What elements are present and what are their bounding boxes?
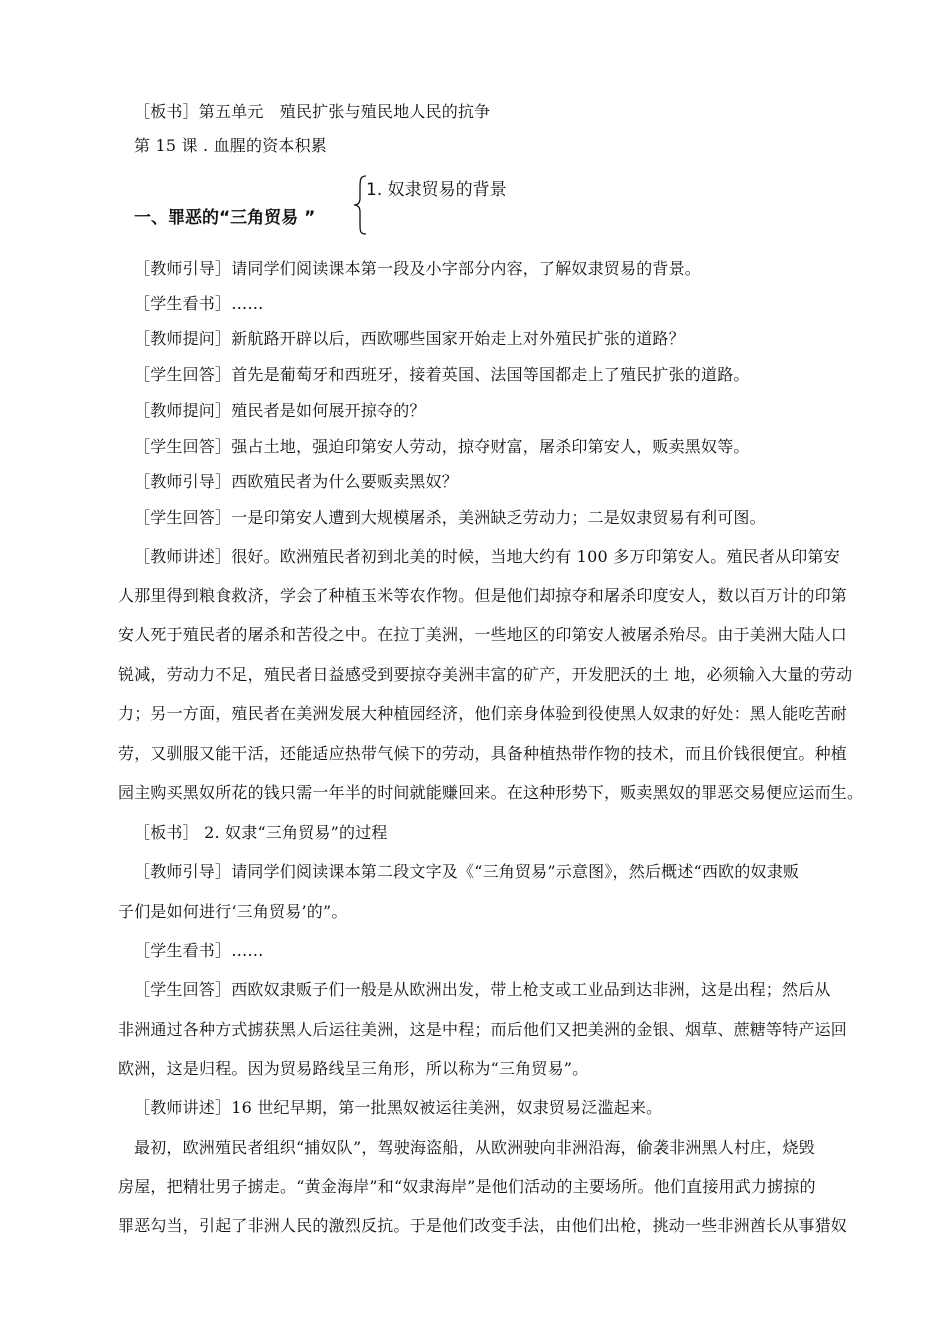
guide-line: 子们是如何进行‘三角贸易’的”。 bbox=[118, 902, 348, 921]
final-line: 罪恶勾当，引起了非洲人民的激烈反抗。于是他们改变手法，由他们出枪，挑动一些非洲酋长从事猎奴 bbox=[118, 1216, 848, 1235]
dialogue-line: ［教师提问］新航路开辟以后，西欧哪些国家开始走上对外殖民扩张的道路？ bbox=[134, 329, 685, 348]
dialogue-line: ［学生回答］首先是葡萄牙和西班牙，接着英国、法国等国都走上了殖民扩张的道路。 bbox=[134, 365, 750, 384]
lecture-line: ［教师讲述］很好。欧洲殖民者初到北美的时候，当地大约有 100 多万印第安人。殖民者从印第安 bbox=[134, 547, 840, 566]
dialogue-line: ［学生回答］一是印第安人遭到大规模屠杀，美洲缺乏劳动力；二是奴隶贸易有利可图。 bbox=[134, 508, 766, 527]
answer-line: 非洲通过各种方式掳获黑人后运往美洲，这是中程；而后他们又把美洲的金银、烟草、蔗糖等特产运回 bbox=[118, 1020, 848, 1039]
lecture-line: 力；另一方面，殖民者在美洲发展大种植园经济，他们亲身体验到役使黑人奴隶的好处：黑人能吃苦耐 bbox=[118, 704, 848, 723]
lecture-line: 安人死于殖民者的屠杀和苦役之中。在拉丁美洲，一些地区的印第安人被屠杀殆尽。由于美洲大陆人口 bbox=[118, 625, 848, 644]
dialogue-line: ［学生看书］…… bbox=[134, 294, 264, 313]
answer-line: ［学生回答］西欧奴隶贩子们一般是从欧洲出发，带上枪支或工业品到达非洲，这是出程；然后从 bbox=[134, 980, 831, 999]
section-heading: 一、罪恶的“三角贸易 ” bbox=[134, 208, 316, 228]
subheading-background: 1. 奴隶贸易的背景 bbox=[366, 180, 507, 200]
final-line: 房屋，把精壮男子掳走。“黄金海岸”和“奴隶海岸”是他们活动的主要场所。他们直接用武力掳掠的 bbox=[118, 1177, 816, 1196]
board-note-2: ［板书］ 2. 奴隶“三角贸易”的过程 bbox=[134, 823, 388, 842]
lecture-line: 人那里得到粮食救济，学会了种植玉米等农作物。但是他们却掠夺和屠杀印度安人，数以百万计的印第 bbox=[118, 586, 848, 605]
lecture-line: 劳，又驯服又能干活，还能适应热带气候下的劳动，具备种植热带作物的技术，而且价钱很便宜。种植 bbox=[118, 744, 848, 763]
lecture-2: ［教师讲述］16 世纪早期，第一批黑奴被运往美洲，奴隶贸易泛滥起来。 bbox=[134, 1098, 663, 1117]
lecture-line: 园主购买黑奴所花的钱只需一年半的时间就能赚回来。在这种形势下，贩卖黑奴的罪恶交易便应运而生。 bbox=[118, 783, 864, 802]
final-line: 最初，欧洲殖民者组织“捕奴队”，驾驶海盗船，从欧洲驶向非洲沿海，偷袭非洲黑人村庄，烧毁 bbox=[134, 1138, 815, 1157]
dialogue-line: ［教师提问］殖民者是如何展开掠夺的？ bbox=[134, 401, 426, 420]
student-reading: ［学生看书］…… bbox=[134, 941, 264, 960]
dialogue-line: ［学生回答］强占土地，强迫印第安人劳动，掠夺财富，屠杀印第安人，贩卖黑奴等。 bbox=[134, 437, 750, 456]
dialogue-line: ［教师引导］请同学们阅读课本第一段及小字部分内容，了解奴隶贸易的背景。 bbox=[134, 259, 702, 278]
lecture-line: 锐减，劳动力不足，殖民者日益感受到要掠夺美洲丰富的矿产，开发肥沃的土 地，必须输入大量的劳动 bbox=[118, 665, 853, 684]
dialogue-line: ［教师引导］西欧殖民者为什么要贩卖黑奴？ bbox=[134, 472, 459, 491]
guide-line: ［教师引导］请同学们阅读课本第二段文字及《“三角贸易”示意图》，然后概述“西欧的奴隶贩 bbox=[134, 862, 800, 881]
lesson-title: 第 15 课 . 血腥的资本积累 bbox=[134, 136, 327, 155]
board-note: ［板书］第五单元 殖民扩张与殖民地人民的抗争 bbox=[134, 102, 491, 121]
answer-line: 欧洲，这是归程。因为贸易路线呈三角形，所以称为“三角贸易”。 bbox=[118, 1059, 589, 1078]
